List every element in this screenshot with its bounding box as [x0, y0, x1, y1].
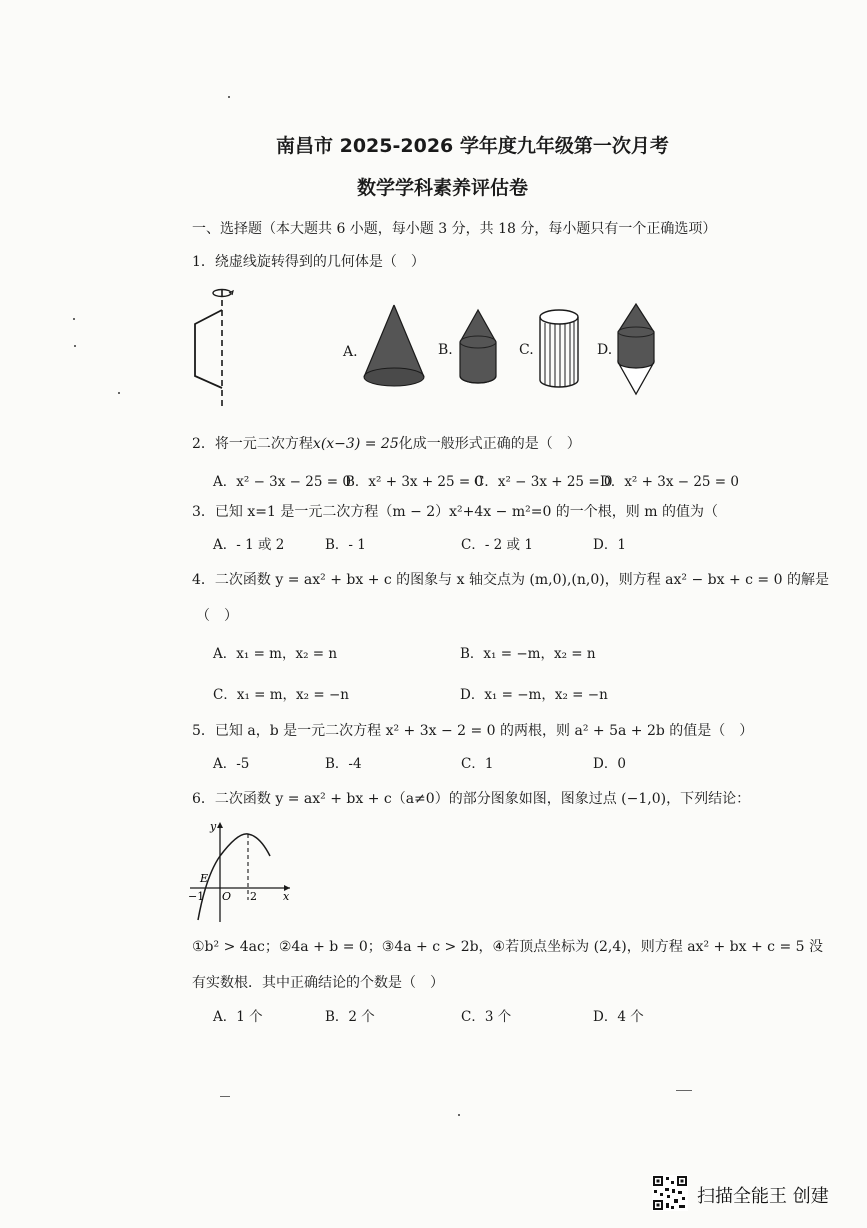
- q1-option-b-label: B.: [438, 342, 453, 358]
- q1-option-b-cone-cylinder: [456, 308, 500, 388]
- qr-code-icon: [652, 1175, 688, 1211]
- q1-option-a-label: A.: [343, 344, 358, 360]
- q2-option-b: B．x² + 3x + 25 = 0: [345, 474, 484, 490]
- q4-option-c: C．x₁ = m，x₂ = −n: [213, 687, 349, 703]
- q6-conclusions-line1: ①b² > 4ac；②4a + b = 0；③4a + c > 2b，④若顶点坐标为 (2,4)，则方程 ax² + bx + c = 5 没: [192, 939, 824, 955]
- q4-option-a: A．x₁ = m，x₂ = n: [213, 646, 338, 662]
- q2-suffix: 化成一般形式正确的是（ ）: [398, 436, 581, 452]
- scan-speck: [73, 318, 75, 320]
- q4-answer-paren: （ ）: [196, 608, 238, 624]
- scanner-watermark: 扫描全能王 创建: [697, 1186, 829, 1207]
- q6-label-x: x: [283, 890, 290, 903]
- q1-rotation-figure: [185, 284, 245, 412]
- q5-option-c: C．1: [461, 756, 494, 772]
- question-4-stem: 4．二次函数 y = ax² + bx + c 的图象与 x 轴交点为 (m,0),(n,0)，则方程 ax² − bx + c = 0 的解是: [192, 572, 829, 588]
- question-1-stem: 1．绕虚线旋转得到的几何体是（ ）: [192, 254, 425, 270]
- q6-label-origin: O: [222, 890, 232, 903]
- exam-subtitle: 数学学科素养评估卷: [357, 177, 529, 199]
- scan-speck: [228, 96, 230, 98]
- section-heading: 一、选择题（本大题共 6 小题，每小题 3 分，共 18 分，每小题只有一个正确选项）: [192, 221, 717, 237]
- q6-label-two: 2: [250, 890, 257, 903]
- exam-title: 南昌市 2025-2026 学年度九年级第一次月考: [276, 135, 669, 157]
- q2-option-a: A．x² − 3x − 25 = 0: [213, 474, 351, 490]
- q5-option-a: A．-5: [213, 756, 250, 772]
- q1-option-c-cylinder: [536, 308, 582, 390]
- q1-option-d-label: D.: [597, 342, 613, 358]
- q6-option-a: A．1 个: [213, 1009, 263, 1025]
- q6-label-neg1: −1: [188, 890, 205, 903]
- q6-option-b: B．2 个: [325, 1009, 375, 1025]
- q3-option-c: C．- 2 或 1: [461, 537, 533, 553]
- q3-option-d: D．1: [593, 537, 626, 553]
- question-6-stem: 6．二次函数 y = ax² + bx + c（a≠0）的部分图象如图，图象过点 (−1,0)，下列结论：: [192, 791, 751, 807]
- q1-option-c-label: C.: [519, 342, 534, 358]
- q1-option-d-double-cone: [614, 302, 658, 396]
- q6-conclusions-line2: 有实数根．其中正确结论的个数是（ ）: [192, 975, 444, 991]
- q2-option-c: C．x² − 3x + 25 = 0: [474, 474, 613, 490]
- q2-prefix: 2．将一元二次方程: [192, 436, 313, 452]
- q5-option-b: B．-4: [325, 756, 362, 772]
- q3-option-b: B．- 1: [325, 537, 366, 553]
- q4-option-b: B．x₁ = −m，x₂ = n: [460, 646, 596, 662]
- q2-equation: x(x−3) = 25: [312, 436, 399, 452]
- scan-speck: [118, 392, 120, 394]
- scan-speck: [458, 1114, 460, 1116]
- q6-option-d: D．4 个: [593, 1009, 644, 1025]
- q6-option-c: C．3 个: [461, 1009, 512, 1025]
- scan-speck: [676, 1090, 692, 1091]
- question-3-stem: 3．已知 x=1 是一元二次方程（m − 2）x²+4x − m²=0 的一个根，则 m 的值为（: [192, 504, 718, 520]
- q6-parabola-graph: [186, 816, 296, 926]
- q1-option-a-cone: [360, 303, 428, 389]
- q3-option-a: A．- 1 或 2: [213, 537, 285, 553]
- q4-option-d: D．x₁ = −m，x₂ = −n: [460, 687, 608, 703]
- question-2-stem: [192, 433, 581, 453]
- question-5-stem: 5．已知 a，b 是一元二次方程 x² + 3x − 2 = 0 的两根，则 a² + 5a + 2b 的值是（ ）: [192, 723, 754, 739]
- scan-speck: [74, 345, 76, 347]
- q6-label-y: y: [210, 820, 217, 833]
- scan-speck: [220, 1096, 230, 1097]
- q6-label-e: E: [200, 872, 209, 885]
- q5-option-d: D．0: [593, 756, 626, 772]
- q2-option-d: D．x² + 3x − 25 = 0: [600, 474, 740, 490]
